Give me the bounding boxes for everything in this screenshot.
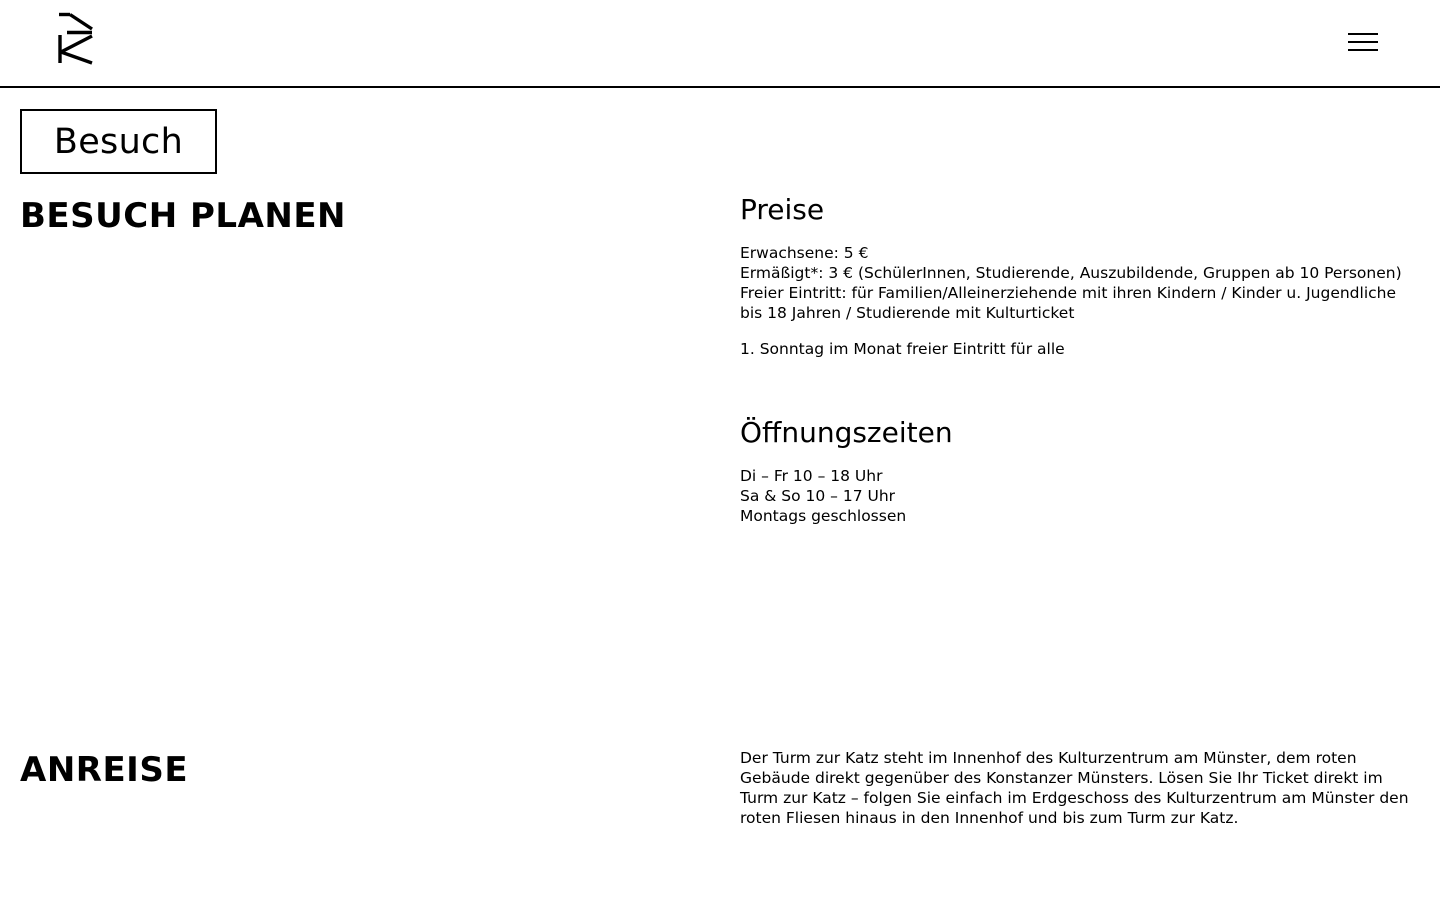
tzk-logo-icon bbox=[56, 12, 96, 66]
home-logo-link[interactable] bbox=[56, 12, 96, 66]
plan-visit-heading: BESUCH PLANEN bbox=[20, 196, 347, 236]
opening-hours-heading: Öffnungszeiten bbox=[740, 416, 953, 449]
directions-text: Der Turm zur Katz steht im Innenhof des Kulturzentrum am Münster, dem roten Gebäude direkt gegenüber des Konstanzer Münsters. Lösen Sie Ihr Ticket direkt im Turm zur Katz – folgen Sie einfach im Erdgeschoss des Kulturzentrum am Münster den roten Fliesen hinaus in den Innenhof und bis zum Turm zur Katz. bbox=[740, 749, 1409, 827]
hours-weekdays: Di – Fr 10 – 18 Uhr bbox=[740, 467, 883, 485]
prices-section bbox=[740, 193, 1420, 359]
menu-button[interactable] bbox=[1346, 30, 1380, 54]
prices-heading: Preise bbox=[740, 193, 825, 226]
price-free: Freier Eintritt: für Familien/Alleinerziehende mit ihren Kindern / Kinder u. Jugendliche bis 18 Jahren / Studierende mit Kulturticket bbox=[740, 284, 1397, 322]
hours-closed: Montags geschlossen bbox=[740, 507, 907, 525]
directions-section bbox=[740, 748, 1420, 828]
price-note: 1. Sonntag im Monat freier Eintritt für alle bbox=[740, 340, 1065, 358]
hamburger-menu-icon bbox=[1348, 33, 1378, 35]
hamburger-menu-icon bbox=[1348, 41, 1378, 43]
hamburger-menu-icon bbox=[1348, 49, 1378, 51]
price-adults: Erwachsene: 5 € bbox=[740, 244, 869, 262]
price-reduced: Ermäßigt*: 3 € (SchülerInnen, Studierende, Auszubildende, Gruppen ab 10 Personen) bbox=[740, 264, 1402, 282]
site-header bbox=[0, 0, 1440, 88]
section-label: Besuch bbox=[53, 121, 184, 162]
opening-hours-section bbox=[740, 416, 1420, 526]
hours-weekend: Sa & So 10 – 17 Uhr bbox=[740, 487, 896, 505]
section-label-badge bbox=[20, 109, 217, 174]
directions-heading: ANREISE bbox=[20, 750, 189, 790]
